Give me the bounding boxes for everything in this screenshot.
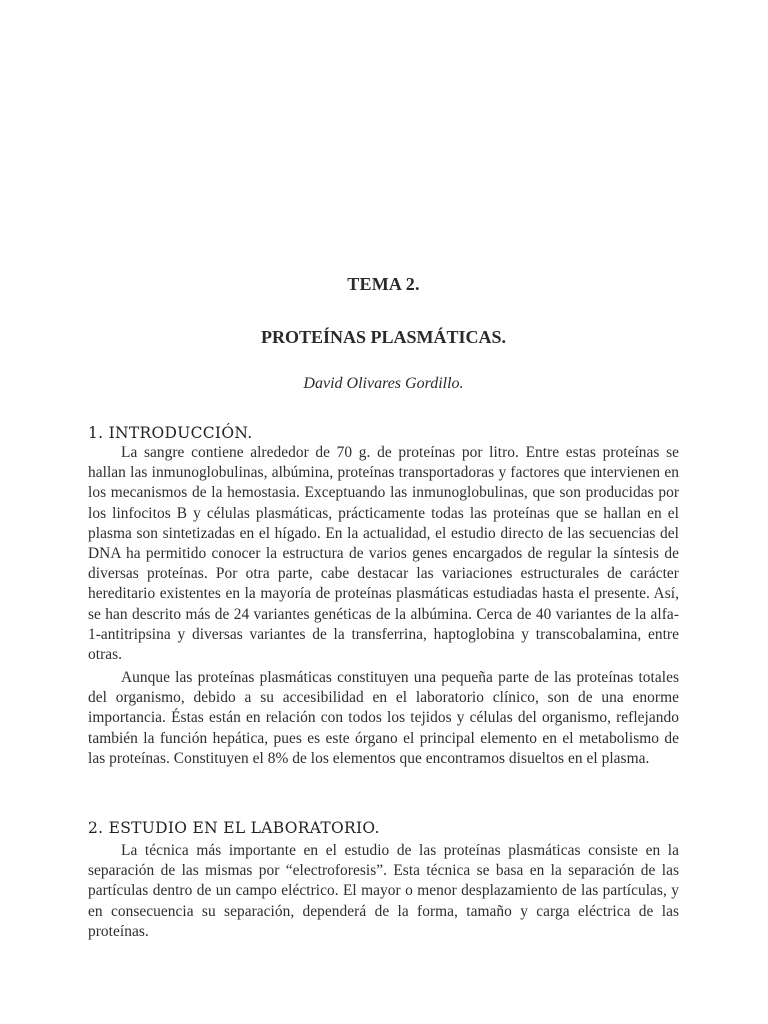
- page-title: PROTEÍNAS PLASMÁTICAS.: [260, 327, 507, 347]
- author-name: David Olivares Gordillo.: [303, 375, 464, 392]
- paragraph: Aunque las proteínas plasmáticas constituyen una pequeña parte de las proteínas totales del organismo, debido a su accesibilidad en el laboratorio clínico, son de una enorme importancia. Éstas están en relación con todos los tejidos y células del organismo, reflejando también la función hepática, pues es este órgano el principal elemento en el metabolismo de las proteínas. Constituyen el 8% de los elementos que encontramos disueltos en el plasma.: [88, 669, 679, 767]
- chapter-number: TEMA 2.: [347, 274, 420, 294]
- paragraph: La técnica más importante en el estudio de las proteínas plasmáticas consiste en la separación de las mismas por “electroforesis”. Esta técnica se basa en la separación de las partículas dentro de un campo eléctrico. El mayor o menor desplazamiento de las partículas, y en consecuencia su separación, dependerá de la forma, tamaño y carga eléctrica de las proteínas.: [88, 842, 679, 940]
- section-heading-laboratorio: 2. ESTUDIO EN EL LABORATORIO.: [88, 819, 380, 837]
- section-heading-introduccion: 1. INTRODUCCIÓN.: [88, 424, 253, 442]
- paragraph: La sangre contiene alrededor de 70 g. de proteínas por litro. Entre estas proteínas se hallan las inmunoglobulinas, albúmina, proteínas transportadoras y factores que intervienen en los mecanismos de la hemostasia. Exceptuando las inmunoglobulinas, que son producidas por los linfocitos B y células plasmáticas, prácticamente todas las proteínas que se hallan en el plasma son sintetizadas en el hígado. En la actualidad, el estudio directo de las secuencias del DNA ha permitido conocer la estructura de varios genes encargados de regular la síntesis de diversas proteínas. Por otra parte, cabe destacar las variaciones estructurales de carácter hereditario existentes en la mayoría de proteínas plasmáticas estudiadas hasta el presente. Así, se han descrito más de 24 variantes genéticas de la albúmina. Cerca de 40 variantes de la alfa-1-antitripsina y diversas variantes de la transferrina, haptoglobina y transcobalamina, entre otras.: [88, 444, 679, 664]
- document-page: [88, 0, 679, 1024]
